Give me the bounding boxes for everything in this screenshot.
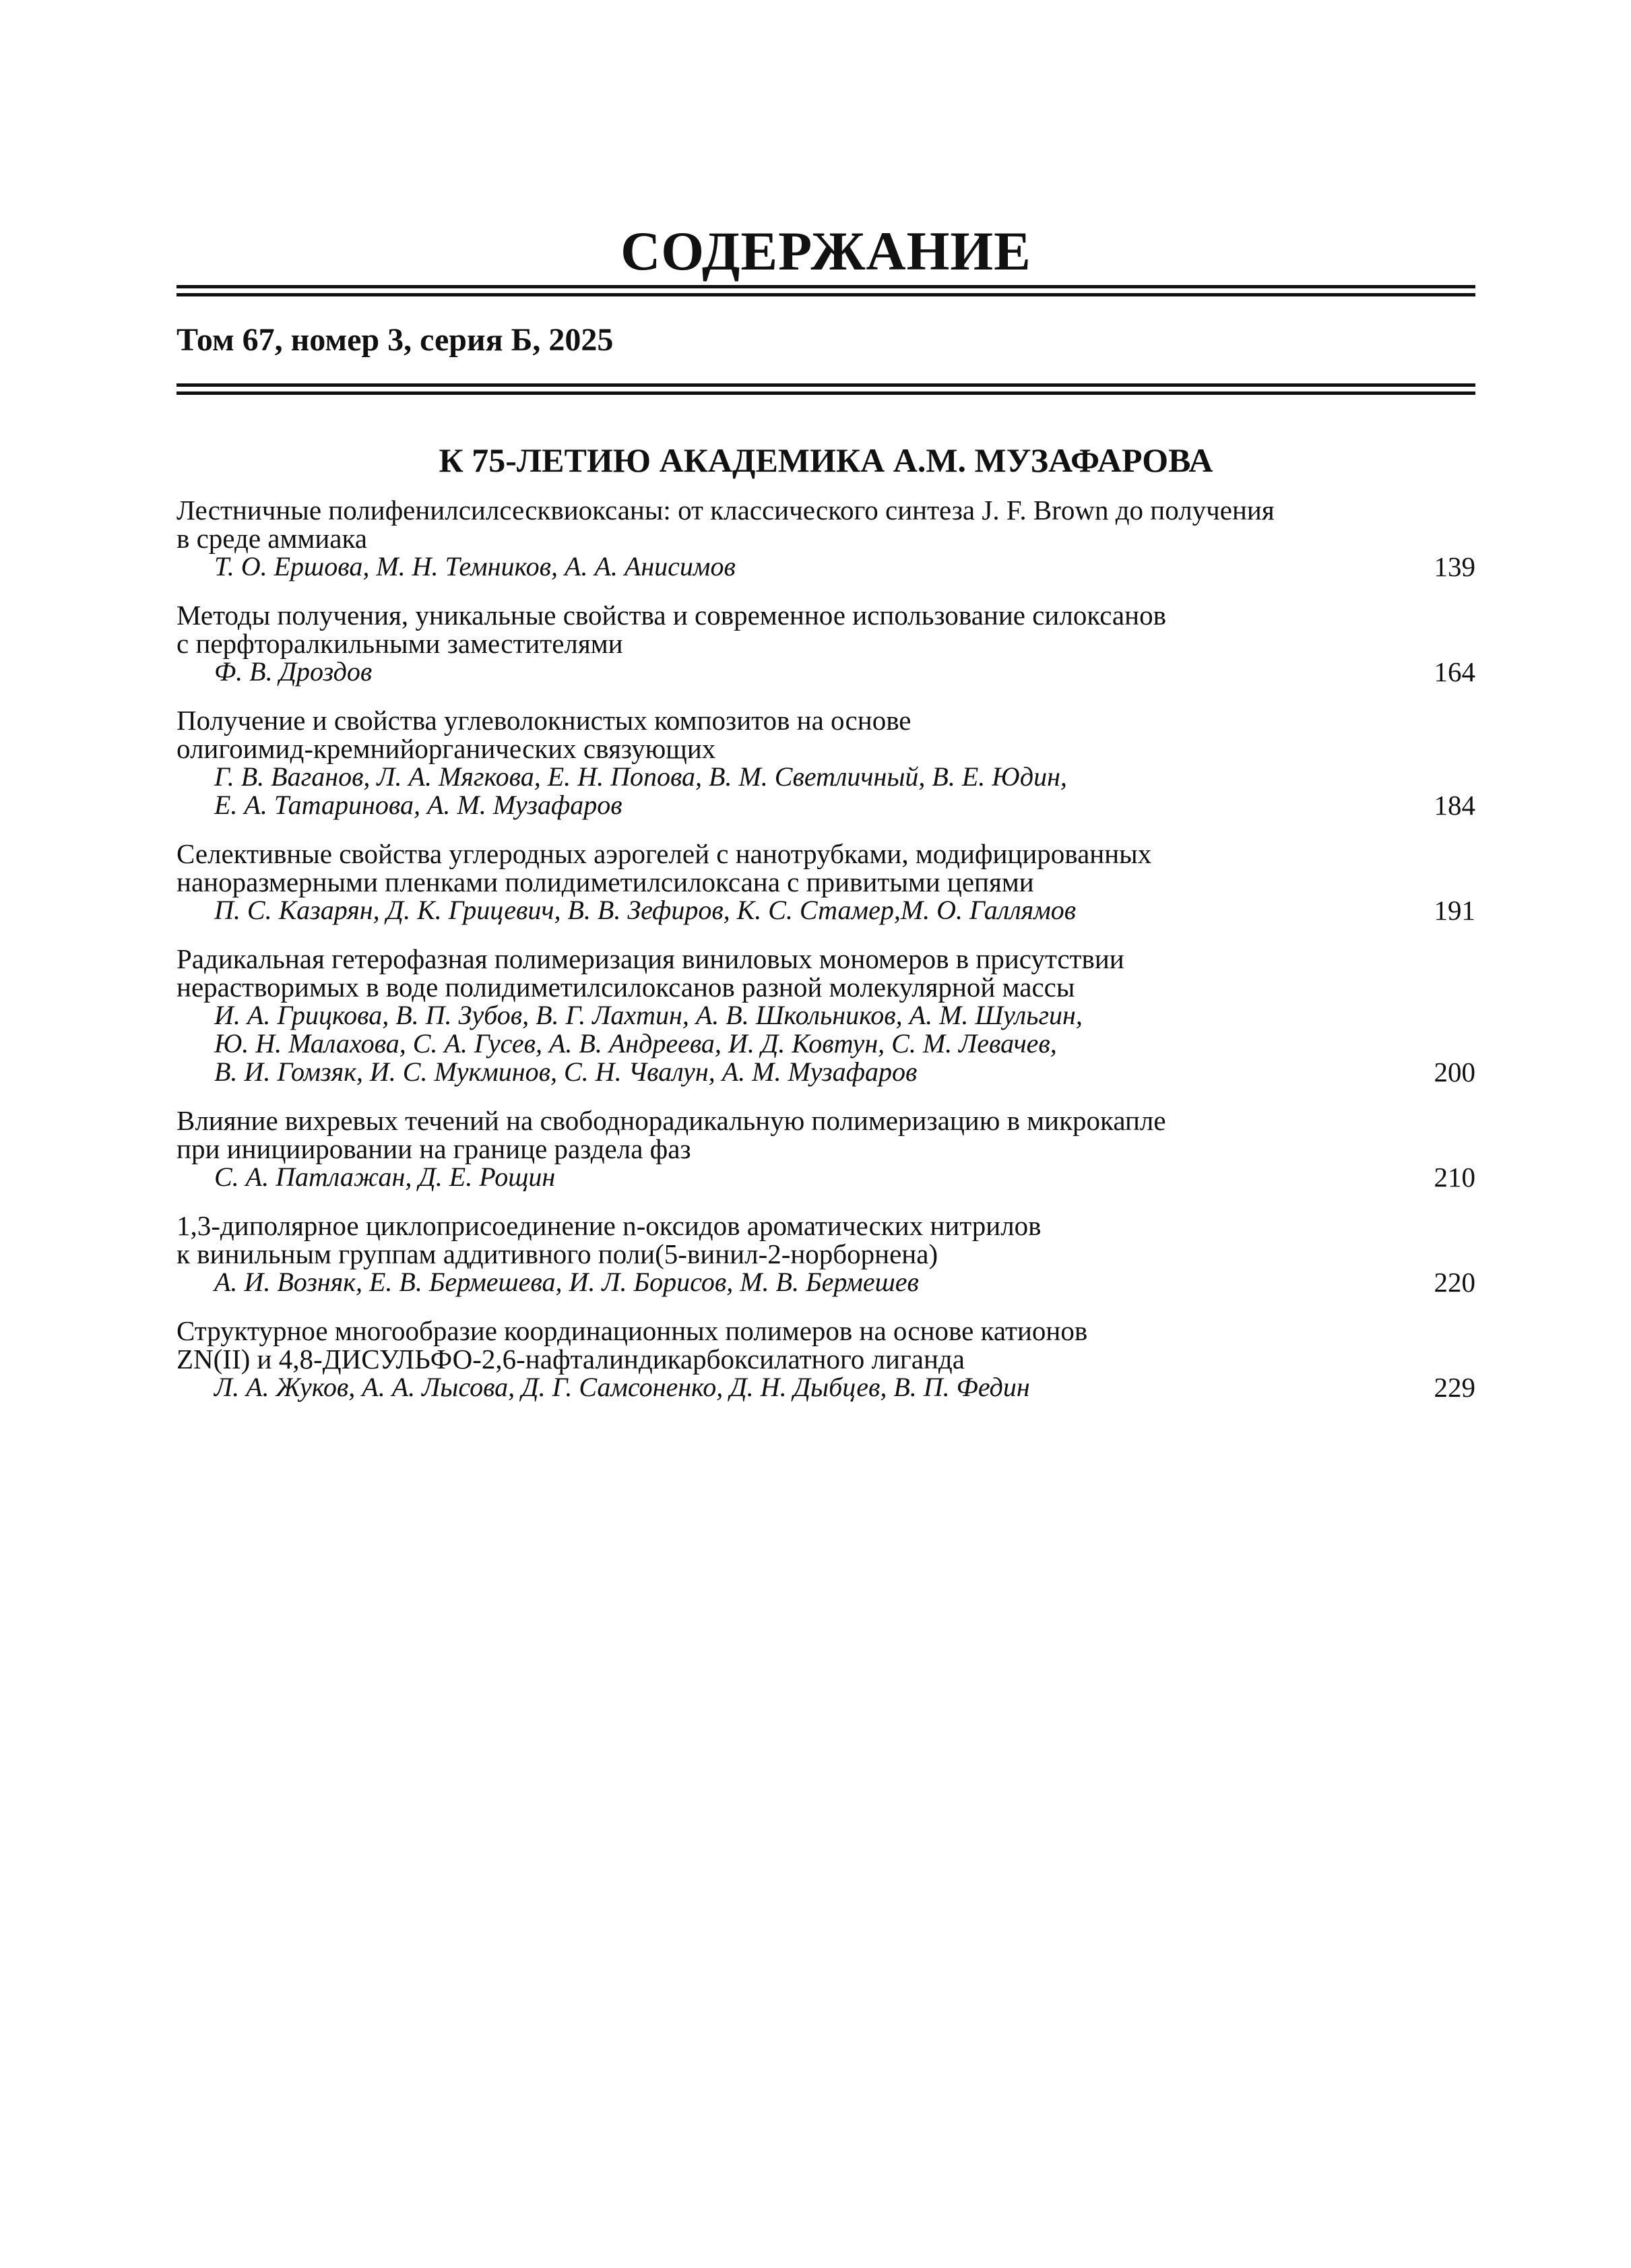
- toc-entry[interactable]: [177, 601, 1475, 686]
- page-number[interactable]: 210: [1434, 1162, 1475, 1193]
- toc-entry[interactable]: [177, 706, 1475, 819]
- page-number[interactable]: 220: [1434, 1267, 1475, 1298]
- page-number[interactable]: 139: [1434, 551, 1475, 582]
- article-authors: П. С. Казарян, Д. К. Грицевич, В. В. Зефиров, К. С. Стамер,М. О. Галлямов: [214, 895, 1077, 925]
- toc-entry[interactable]: [177, 1317, 1475, 1401]
- title-divider: [177, 285, 1475, 296]
- article-title[interactable]: Влияние вихревых течений на свободнорадикальную полимеризацию в микрокапле при инициировании на границе раздела фаз: [177, 1105, 1166, 1164]
- article-authors: И. А. Грицкова, В. П. Зубов, В. Г. Лахтин, А. В. Школьников, А. М. Шульгин, Ю. Н. Малахова, С. А. Гусев, А. В. Андреева, И. Д. Ковтун, С. М. Левачев, В. И. Гомзяк, И. С. Мукминов, С. Н. Чвалун, А. М. Музафаров: [214, 1000, 1083, 1087]
- article-authors: А. И. Возняк, Е. В. Бермешева, И. Л. Борисов, М. В. Бермешев: [214, 1267, 919, 1297]
- table-of-contents: [177, 496, 1475, 1422]
- article-title[interactable]: Радикальная гетерофазная полимеризация виниловых мономеров в присутствии нерастворимых в воде полидиметилсилоксанов разной молекулярной массы: [177, 943, 1124, 1003]
- issue-info: Том 67, номер 3, серия Б, 2025: [177, 322, 614, 358]
- toc-entry[interactable]: [177, 1211, 1475, 1296]
- page-number[interactable]: 229: [1434, 1372, 1475, 1403]
- article-authors: С. А. Патлажан, Д. Е. Рощин: [214, 1162, 556, 1192]
- article-authors: Г. В. Ваганов, Л. А. Мягкова, Е. Н. Попова, В. М. Светличный, В. Е. Юдин, Е. А. Татаринова, А. М. Музафаров: [214, 761, 1067, 820]
- article-authors: Ф. В. Дроздов: [214, 656, 373, 687]
- article-title[interactable]: Получение и свойства углеволокнистых композитов на основе олигоимид-кремнийорганических связующих: [177, 705, 912, 764]
- article-title[interactable]: 1,3-диполярное циклоприсоединение n-оксидов ароматических нитрилов к винильным группам аддитивного поли(5-винил-2-норборнена): [177, 1210, 1042, 1269]
- toc-entry[interactable]: [177, 840, 1475, 924]
- page-number[interactable]: 200: [1434, 1057, 1475, 1088]
- article-authors: Л. А. Жуков, А. А. Лысова, Д. Г. Самсоненко, Д. Н. Дыбцев, В. П. Федин: [214, 1372, 1030, 1402]
- page-number[interactable]: 184: [1434, 790, 1475, 821]
- article-title[interactable]: Методы получения, уникальные свойства и современное использование силоксанов с перфторалкильными заместителями: [177, 600, 1166, 659]
- page-number[interactable]: 164: [1434, 656, 1475, 687]
- article-title[interactable]: Лестничные полифенилсилсесквиоксаны: от классического синтеза J. F. Brown до получения в среде аммиака: [177, 495, 1275, 554]
- toc-entry[interactable]: [177, 945, 1475, 1086]
- toc-entry[interactable]: [177, 496, 1475, 581]
- toc-entry[interactable]: [177, 1106, 1475, 1191]
- section-heading: К 75-ЛЕТИЮ АКАДЕМИКА А.М. МУЗАФАРОВА: [439, 441, 1213, 479]
- article-authors: Т. О. Ершова, М. Н. Темников, А. А. Анисимов: [214, 551, 736, 581]
- article-title[interactable]: Селективные свойства углеродных аэрогелей с нанотрубками, модифицированных наноразмерными пленками полидиметилсилоксана с привитыми цепями: [177, 838, 1152, 897]
- page-title: СОДЕРЖАНИЕ: [620, 220, 1031, 282]
- article-title[interactable]: Структурное многообразие координационных полимеров на основе катионов ZN(II) и 4,8-ДИСУЛЬФО-2,6-нафталиндикарбоксилатного лиганда: [177, 1315, 1088, 1375]
- issue-divider: [177, 383, 1475, 395]
- page-number[interactable]: 191: [1434, 895, 1475, 926]
